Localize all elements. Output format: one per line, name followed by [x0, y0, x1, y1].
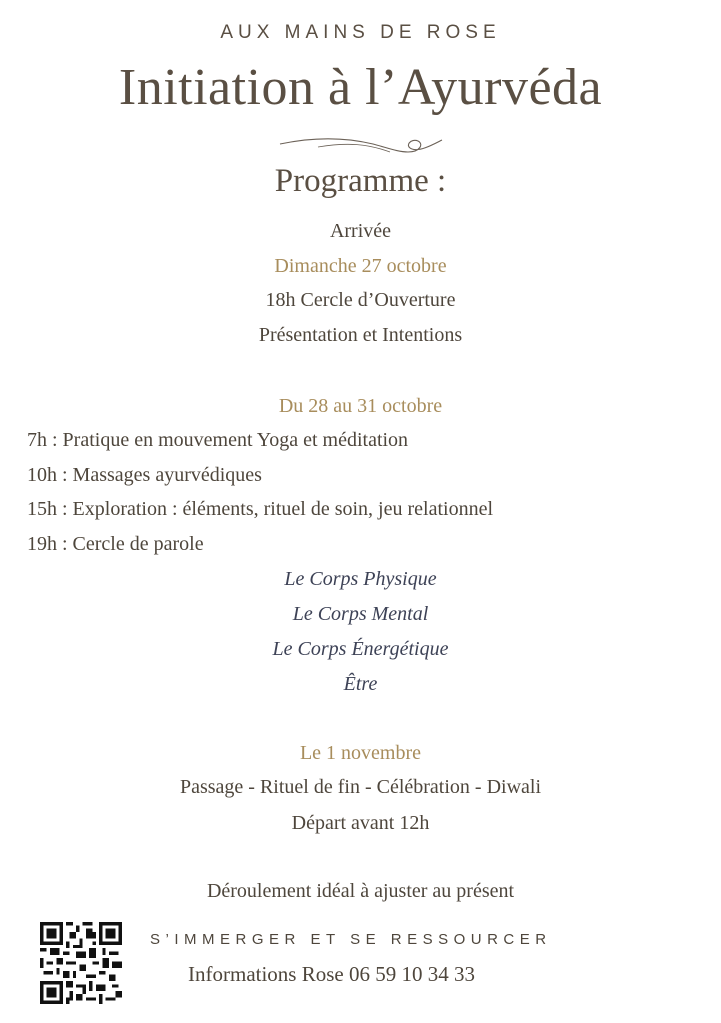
flourish-divider-icon — [278, 130, 444, 160]
final-item: Départ avant 12h — [291, 812, 430, 834]
schedule-item: 7h : Pratique en mouvement Yoga et méditation — [27, 429, 409, 451]
schedule-item: 15h : Exploration : éléments, rituel de soin, jeu relationnel — [27, 498, 493, 520]
programme-heading: Programme : — [274, 163, 447, 199]
theme-item: Le Corps Physique — [284, 568, 437, 590]
schedule-item: 19h : Cercle de parole — [27, 533, 204, 555]
theme-item: Le Corps Mental — [292, 603, 429, 625]
contact-info: Informations Rose 06 59 10 34 33 — [188, 962, 475, 986]
brand-name: AUX MAINS DE ROSE — [220, 22, 501, 43]
qr-code-icon[interactable] — [40, 922, 122, 1004]
schedule-note: Déroulement idéal à ajuster au présent — [206, 880, 515, 902]
final-item: Passage - Rituel de fin - Célébration - Diwali — [179, 776, 541, 798]
tagline: S’IMMERGER ET SE RESSOURCER — [150, 931, 552, 948]
schedule-item: 10h : Massages ayurvédiques — [27, 464, 262, 486]
theme-item: Le Corps Énergétique — [272, 638, 449, 660]
theme-item: Être — [343, 673, 378, 695]
arrival-item: Présentation et Intentions — [258, 324, 463, 346]
arrival-item: 18h Cercle d’Ouverture — [265, 289, 456, 311]
days-date: Du 28 au 31 octobre — [278, 395, 443, 417]
arrival-label: Arrivée — [329, 220, 392, 242]
arrival-date: Dimanche 27 octobre — [274, 255, 447, 277]
page-title: Initiation à l’Ayurvéda — [118, 59, 603, 116]
final-date: Le 1 novembre — [299, 742, 422, 764]
